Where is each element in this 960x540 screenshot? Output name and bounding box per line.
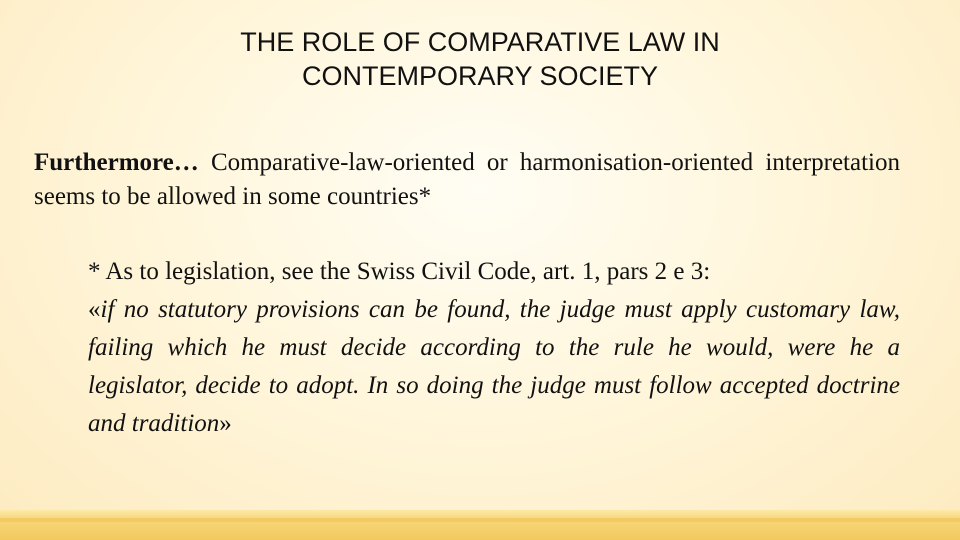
quote-open-mark: «	[88, 296, 101, 323]
footnote-quote: if no statutory provisions can be found, the judge must apply customary law, failing which he must decide according to the rule he would, were he a legislator, decide to adopt. In so doing the judge must follow accepted doctrine and tradition	[88, 296, 900, 437]
footnote-lead: * As to legislation, see the Swiss Civil Code, art. 1, pars 2 e 3:	[88, 258, 711, 285]
title-line-2: CONTEMPORARY SOCIETY	[301, 61, 659, 91]
slide-title	[0, 25, 960, 93]
intro-paragraph	[34, 146, 900, 214]
title-line-1: THE ROLE OF COMPARATIVE LAW IN	[240, 27, 720, 57]
footnote-paragraph	[88, 253, 900, 443]
bottom-stripe	[0, 518, 960, 522]
intro-text: Comparative-law-oriented or harmonisation-oriented interpretation seems to be allowed in some countries*	[34, 149, 900, 210]
quote-close-mark: »	[219, 410, 232, 437]
intro-bold-lead: Furthermore…	[34, 149, 199, 176]
bottom-decorative-band	[0, 510, 960, 540]
